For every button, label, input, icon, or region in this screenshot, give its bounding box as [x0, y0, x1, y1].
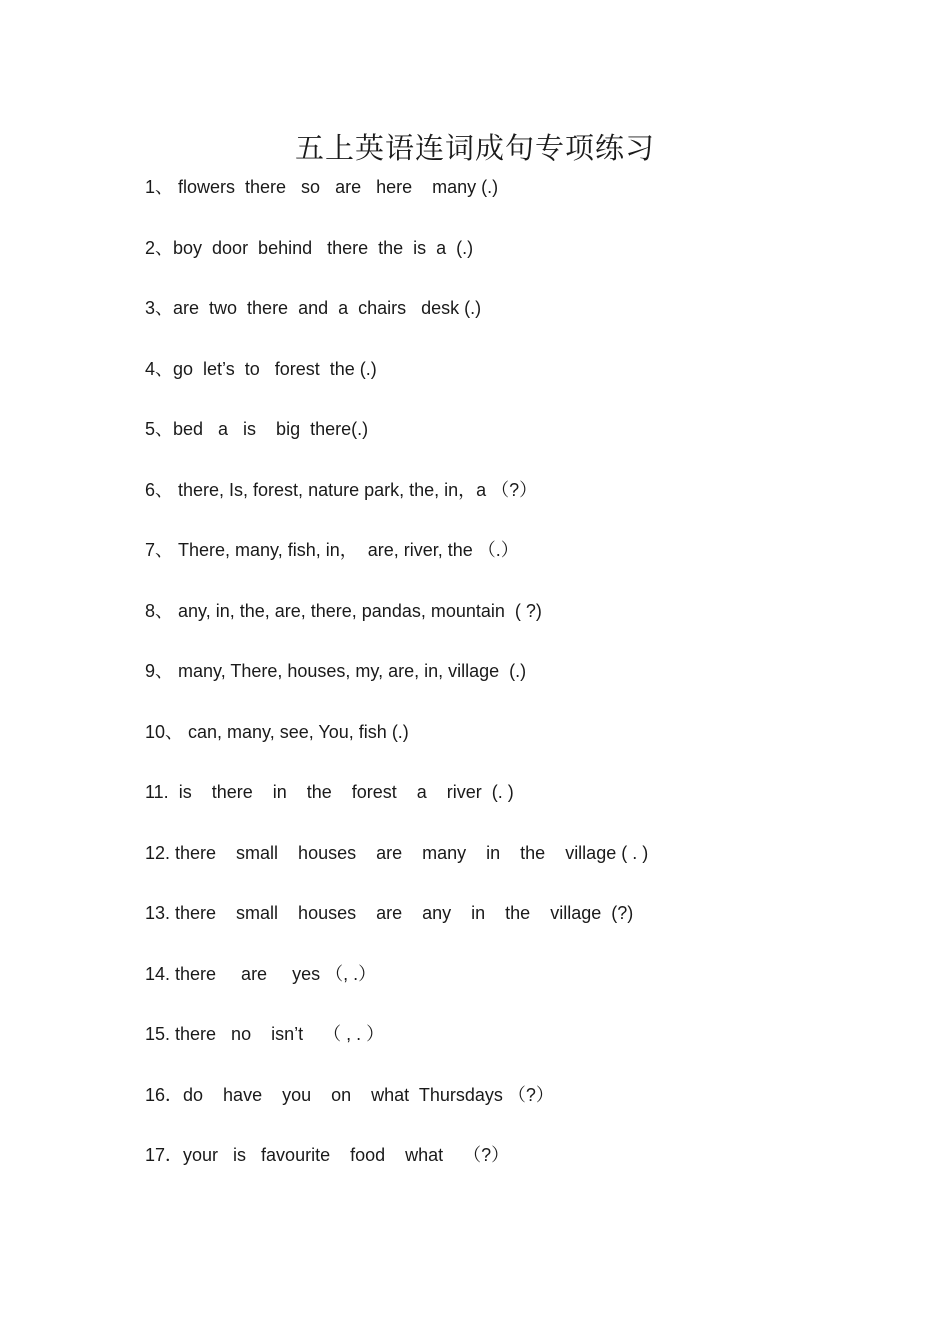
- exercise-item-2: 2、boy door behind there the is a (.): [145, 237, 474, 258]
- exercise-item-1: 1、 flowers there so are here many (.): [145, 177, 499, 197]
- page-title: 五上英语连词成句专项练习: [294, 131, 655, 165]
- exercise-item-3: 3、are two there and a chairs desk (.): [145, 298, 482, 318]
- exercise-item-13: 13. there small houses are any in the village (?): [145, 903, 634, 923]
- exercise-item-10: 10、 can, many, see, You, fish (.): [145, 721, 409, 742]
- exercise-list: [145, 172, 905, 1201]
- exercise-item-7: 7、 There, many, fish, in， are, river, the （.）: [145, 540, 519, 560]
- exercise-item-9: 9、 many, There, houses, my, are, in, village (.): [145, 661, 527, 681]
- exercise-item-6: 6、 there, Is, forest, nature park, the, in，a （?）: [145, 479, 538, 500]
- exercise-item-15: 15. there no isn’t （ , . ）: [145, 1024, 385, 1044]
- exercise-item-14: 14. there are yes （, .）: [145, 963, 377, 984]
- exercise-item-16: 16．do have you on what Thursdays （?）: [145, 1084, 554, 1105]
- exercise-item-8: 8、 any, in, the, are, there, pandas, mountain ( ?): [145, 600, 542, 621]
- exercise-item-4: 4、go let’s to forest the (.): [145, 358, 377, 379]
- exercise-item-12: 12. there small houses are many in the village ( . ): [145, 842, 649, 863]
- exercise-item-17: 17．your is favourite food what （?）: [145, 1145, 510, 1165]
- exercise-item-5: 5、bed a is big there(.): [145, 419, 369, 439]
- exercise-item-11: 11. is there in the forest a river (. ): [145, 782, 514, 802]
